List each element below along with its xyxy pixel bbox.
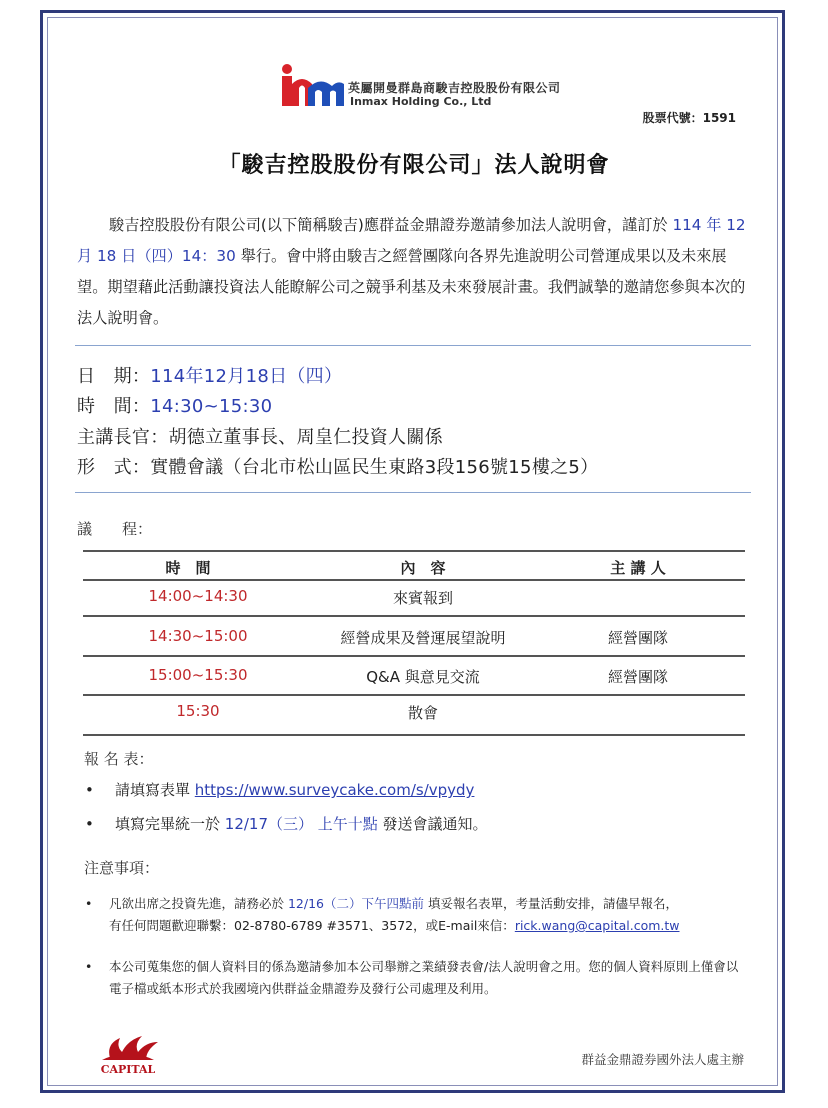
info-time-label: 時 間： [77, 396, 151, 417]
registration-item-notice [85, 813, 488, 834]
agenda-row-time: 14:30~15:00 [148, 627, 248, 645]
agenda-label: 議 程： [77, 520, 153, 538]
bullet-icon: • [85, 781, 94, 799]
info-format [77, 453, 598, 479]
page-title: 「駿吉控股股份有限公司」法人說明會 [218, 153, 610, 178]
intro-paragraph [77, 210, 755, 334]
company-name-cn: 英屬開曼群島商駿吉控股股份有限公司 [348, 81, 561, 95]
info-time-value: 14:30~15:30 [150, 396, 273, 417]
registration-notice-time: 12/17（三） 上午十點 [224, 815, 378, 833]
intro-date-time: 114 年 12 月 18 日（四）14：30 [77, 216, 746, 265]
note-item-privacy [85, 956, 745, 1002]
note-contact-text: 有任何問題歡迎聯繫：02-8780-6789 #3571、3572，或E-mail來信： [109, 918, 515, 933]
info-speaker-value: 胡德立董事長、周皇仁投資人關係 [168, 427, 443, 448]
agenda-row-time: 14:00~14:30 [148, 587, 248, 605]
agenda-header-speaker: 主 講 人 [610, 559, 666, 577]
agenda-row-content: Q&A 與意見交流 [366, 668, 480, 686]
note-item-attendance [85, 893, 745, 939]
agenda-row-content: 來賓報到 [392, 589, 453, 607]
info-date-label: 日 期： [77, 366, 151, 387]
registration-label: 報 名 表： [84, 750, 154, 768]
agenda-row-time: 15:00~15:30 [148, 666, 248, 684]
agenda-rule [83, 734, 745, 736]
stock-code: 股票代號：1591 [642, 111, 736, 125]
agenda-row-content: 散會 [407, 704, 438, 722]
note-attendance-text [109, 893, 749, 937]
note-attendance-deadline: 12/16（二）下午四點前 [287, 896, 425, 911]
registration-item-form [85, 779, 474, 800]
info-format-value: 實體會議（台北市松山區民生東路3段156號15樓之5） [150, 457, 599, 478]
agenda-rule [83, 694, 745, 696]
intro-text-1: 駿吉控股股份有限公司(以下簡稱駿吉)應群益金鼎證券邀請參加法人說明會，謹訂於 [109, 216, 673, 234]
capital-logo-icon [88, 1030, 168, 1076]
agenda-row-speaker: 經營團隊 [607, 629, 668, 647]
registration-notice-text-a: 填寫完畢統一於 [115, 815, 225, 833]
agenda-rule [83, 550, 745, 552]
intro-text-2: 舉行。會中將由駿吉之經營團隊向各界先進說明公司營運成果以及未來展望。期望藉此活動讓投資法人能瞭解公司之競爭利基及未來發展計畫。我們誠摯的邀請您參與本次的法人說明會。 [77, 247, 746, 327]
divider-top [75, 345, 751, 346]
footer-organizer: 群益金鼎證券國外法人處主辦 [581, 1052, 744, 1067]
info-format-label: 形 式： [77, 457, 151, 478]
bullet-icon: • [85, 896, 93, 911]
note-attendance-a: 凡欲出席之投資先進，請務必於 [109, 896, 288, 911]
registration-form-text: 請填寫表單 [115, 781, 195, 799]
divider-bottom [75, 492, 751, 493]
inmax-logo-icon [278, 62, 348, 108]
info-date [77, 362, 342, 388]
info-speaker [77, 423, 443, 449]
info-date-value: 114年12月18日（四） [150, 366, 343, 387]
agenda-row-time: 15:30 [176, 702, 220, 720]
note-attendance-c: 填妥報名表單，考量活動安排，請儘早報名， [424, 896, 678, 911]
registration-notice-text-c: 發送會議通知。 [377, 815, 488, 833]
agenda-header-content: 內 容 [400, 559, 446, 577]
notes-label: 注意事項： [84, 859, 160, 877]
agenda-header-time: 時 間 [165, 559, 211, 577]
bullet-icon: • [85, 959, 93, 974]
capital-logo-text: CAPITAL [100, 1063, 156, 1076]
registration-form-link[interactable]: https://www.surveycake.com/s/vpydy [194, 781, 475, 799]
note-privacy-text: 本公司蒐集您的個人資料目的係為邀請參加本公司舉辦之業績發表會/法人說明會之用。您的個人資料原則上僅會以電子檔或紙本形式於我國境內供群益金鼎證券及發行公司處理及利用。 [109, 959, 739, 996]
note-contact-email-link[interactable]: rick.wang@capital.com.tw [514, 918, 680, 933]
info-speaker-label: 主講長官： [77, 427, 169, 448]
info-time [77, 392, 272, 418]
bullet-icon: • [85, 815, 94, 833]
agenda-rule [83, 615, 745, 617]
company-name-en: Inmax Holding Co., Ltd [350, 95, 492, 108]
agenda-rule [83, 655, 745, 657]
agenda-row-content: 經營成果及營運展望說明 [340, 629, 506, 647]
agenda-rule [83, 579, 745, 581]
agenda-row-speaker: 經營團隊 [607, 668, 668, 686]
